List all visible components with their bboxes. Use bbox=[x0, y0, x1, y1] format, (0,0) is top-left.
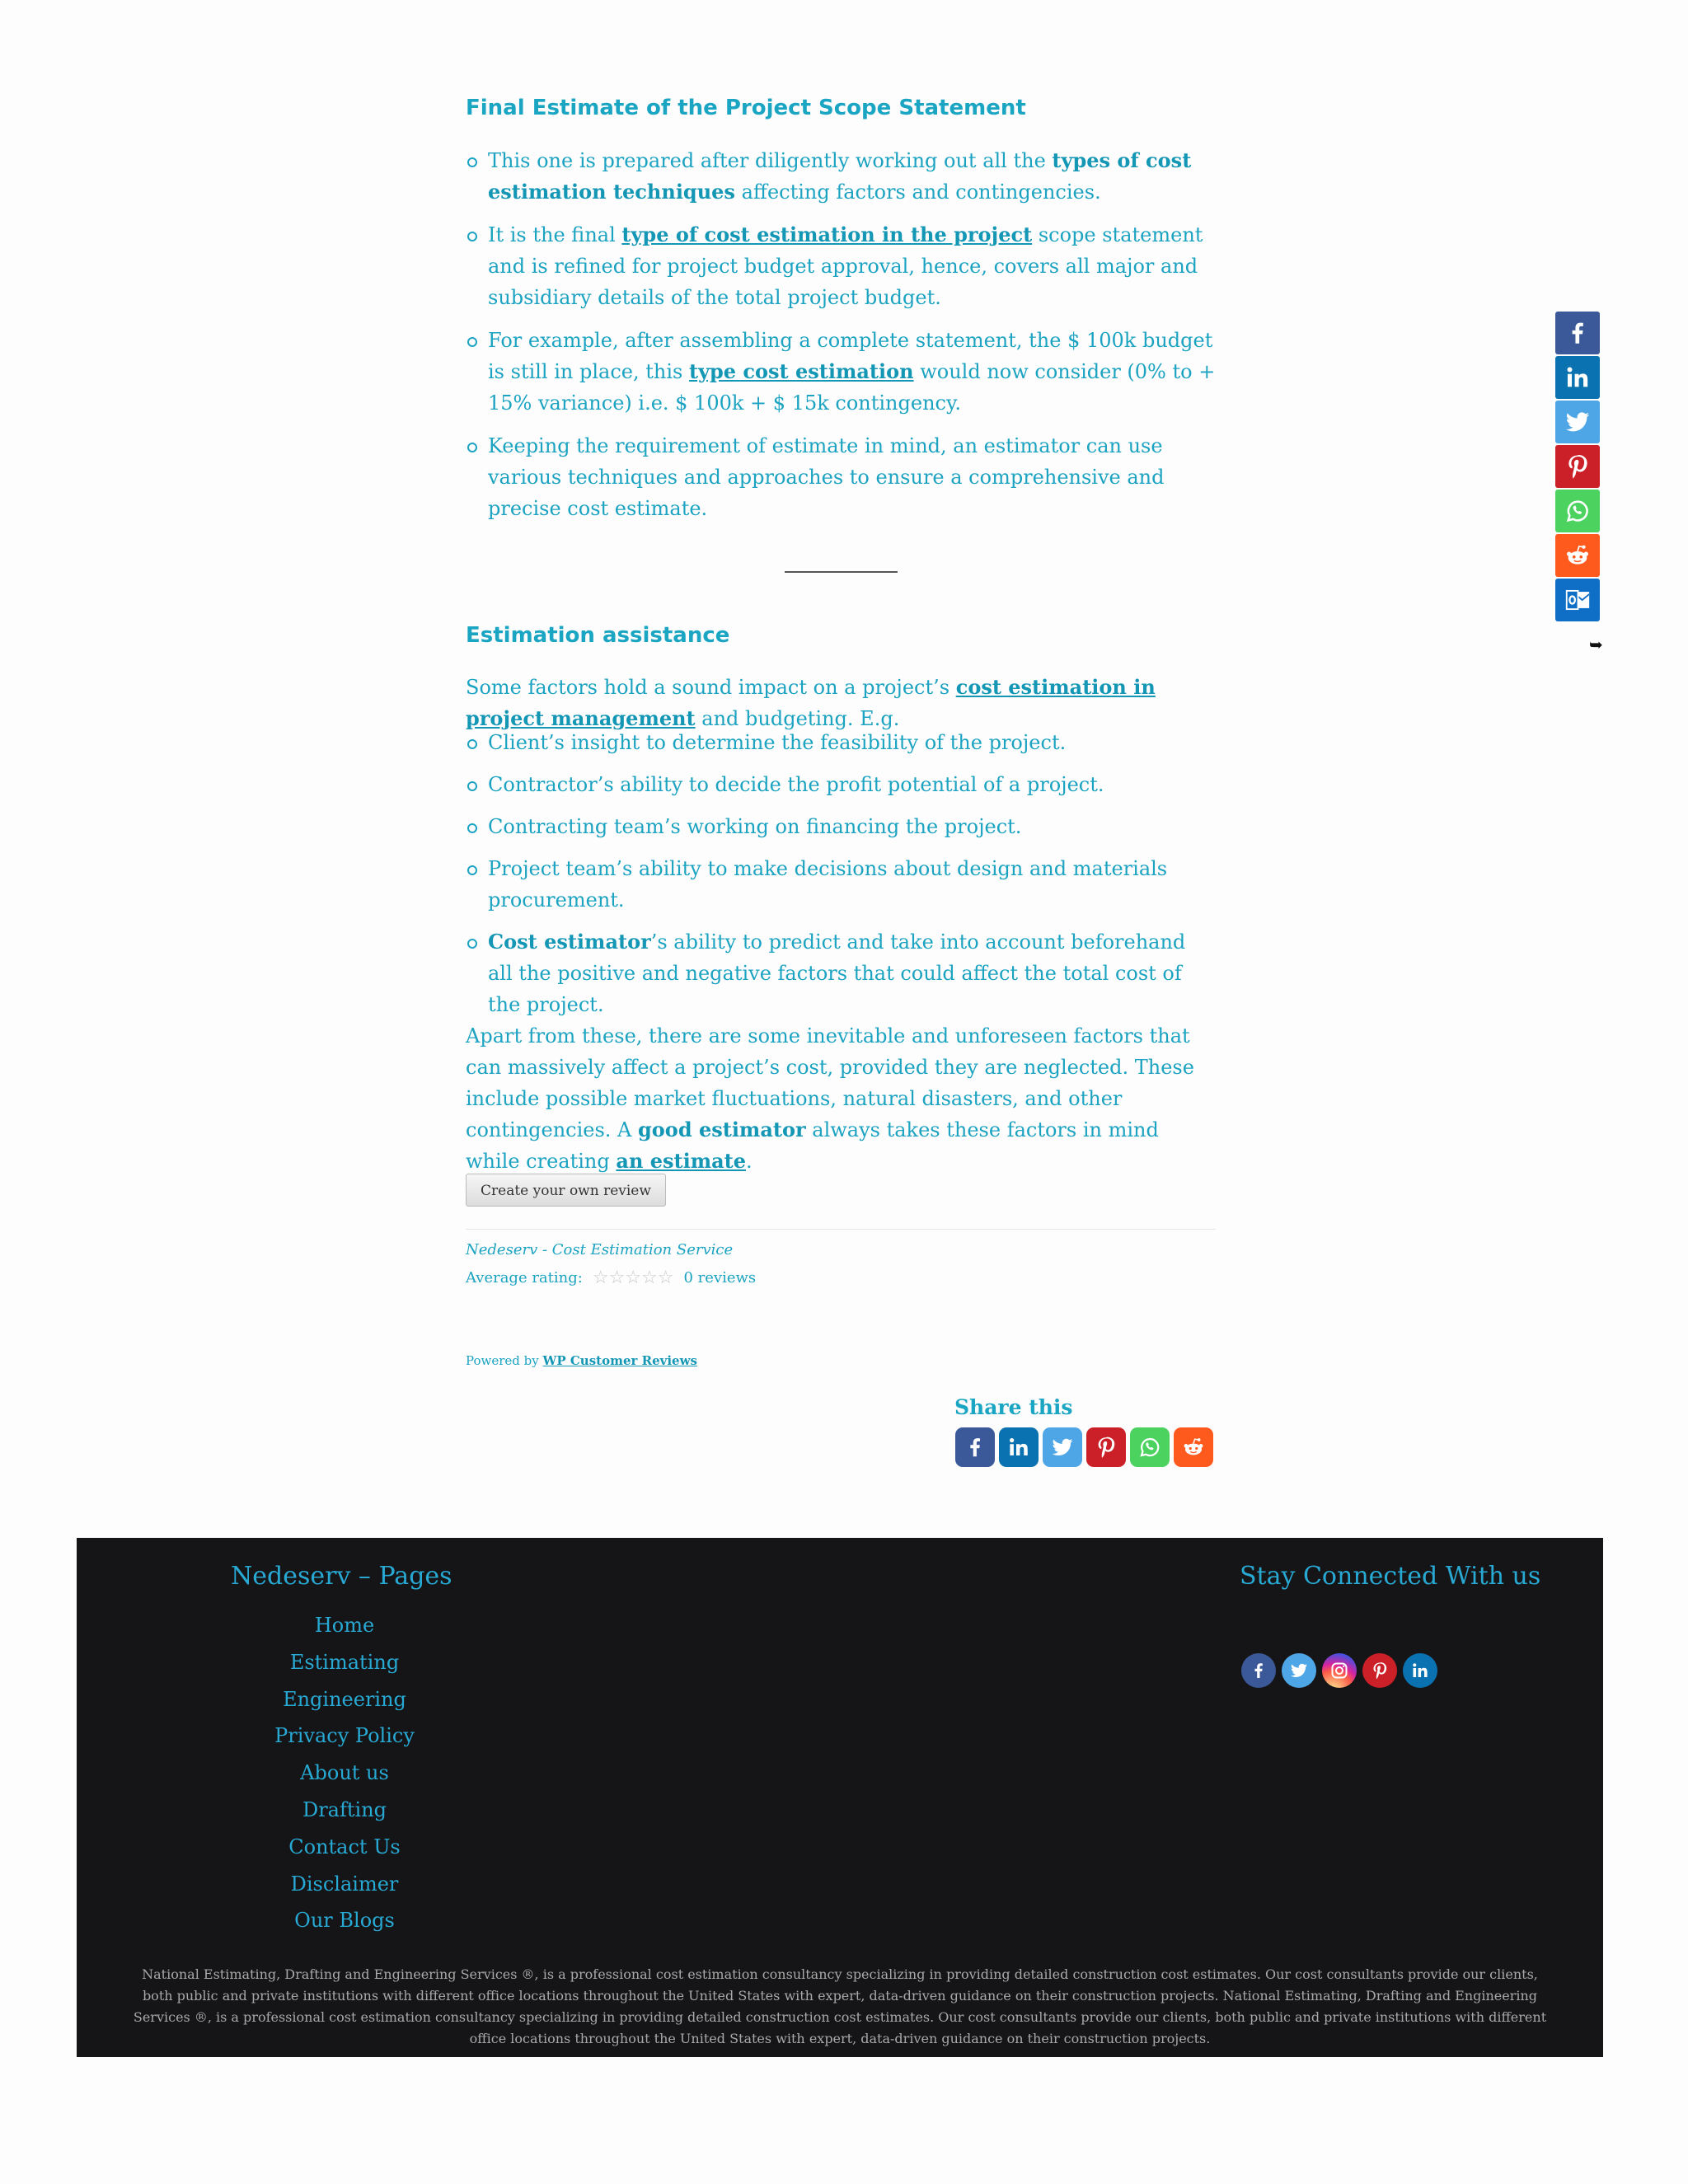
inline-link[interactable]: type cost estimation bbox=[688, 359, 914, 383]
footer-link-privacy-policy[interactable]: Privacy Policy bbox=[274, 1724, 415, 1748]
reddit-icon[interactable] bbox=[1555, 534, 1600, 577]
reddit-icon[interactable] bbox=[1174, 1427, 1213, 1467]
list-item: Contractor’s ability to decide the profit potential of a project. bbox=[466, 769, 1216, 800]
twitter-icon[interactable] bbox=[1282, 1653, 1316, 1688]
instagram-icon[interactable] bbox=[1322, 1653, 1357, 1688]
list-item: It is the final type of cost estimation in the project scope statement and is refined for project budget approval, hence, covers all major and subsidiary details of the total project budget. bbox=[466, 219, 1216, 313]
share-title: Share this bbox=[954, 1395, 1073, 1419]
footer-link-home[interactable]: Home bbox=[314, 1614, 375, 1637]
rating-stars: ☆☆☆☆☆ bbox=[592, 1268, 674, 1288]
footer-link-about-us[interactable]: About us bbox=[300, 1761, 389, 1785]
footer-link-engineering[interactable]: Engineering bbox=[283, 1687, 406, 1711]
footer-link-our-blogs[interactable]: Our Blogs bbox=[294, 1909, 395, 1933]
facebook-icon[interactable] bbox=[955, 1427, 995, 1467]
footer-pages-title: Nedeserv – Pages bbox=[231, 1562, 452, 1591]
review-separator bbox=[466, 1229, 1216, 1230]
rating-label: Average rating: bbox=[466, 1269, 583, 1286]
average-rating bbox=[466, 1268, 756, 1288]
list-item: Project team’s ability to make decisions about design and materials procurement. bbox=[466, 853, 1216, 916]
list-item: Cost estimator’s ability to predict and take into account beforehand all the positive and negative factors that could affect the total cost of the project. bbox=[466, 926, 1216, 1020]
section-heading-estimation-assistance: Estimation assistance bbox=[466, 623, 730, 648]
floating-share-bar bbox=[1555, 312, 1600, 623]
section-heading-final-estimate: Final Estimate of the Project Scope Statement bbox=[466, 96, 1026, 120]
linkedin-icon[interactable] bbox=[1403, 1653, 1437, 1688]
list-item: Keeping the requirement of estimate in mind, an estimator can use various techniques and approaches to ensure a comprehensive and precise cost estimate. bbox=[466, 430, 1216, 524]
list-item: Contracting team’s working on financing the project. bbox=[466, 811, 1216, 842]
bold-term: good estimator bbox=[638, 1118, 806, 1141]
whatsapp-icon[interactable] bbox=[1555, 490, 1600, 532]
estimation-outro: Apart from these, there are some inevitable and unforeseen factors that can massively affect a project’s cost, provided they are neglected. These include possible market fluctuations, natural disasters, and other contingencies. A good estimator always takes these factors in mind while creating an estimate. bbox=[466, 1024, 1194, 1173]
powered-by bbox=[466, 1353, 697, 1368]
pinterest-icon[interactable] bbox=[1086, 1427, 1126, 1467]
final-estimate-list bbox=[466, 145, 1216, 536]
inline-link[interactable]: an estimate bbox=[616, 1149, 747, 1173]
outlook-icon[interactable] bbox=[1555, 579, 1600, 621]
inline-link[interactable]: cost estimation in project management bbox=[466, 675, 1156, 730]
bold-term: types of cost estimation techniques bbox=[488, 148, 1192, 204]
hide-share-bar-icon[interactable]: ➥ bbox=[1589, 635, 1603, 654]
list-item: For example, after assembling a complete statement, the $ 100k budget is still in place, this type cost estimation would now consider (0% to + 15% variance) i.e. $ 100k + $ 15k contingency. bbox=[466, 325, 1216, 419]
list-item: This one is prepared after diligently working out all the types of cost estimation techniques affecting factors and contingencies. bbox=[466, 145, 1216, 208]
footer-description: National Estimating, Drafting and Engineering Services ®, is a professional cost estimation consultancy specializing in providing detailed construction cost estimates. Our cost consultants provide our clients, both public and private institutions with different office locations throughout the United States with expert, data-driven guidance on their construction projects. National Estimating, Drafting and Engineering Services ®, is a professional cost estimation consultancy specializing in providing detailed construction cost estimates. Our cost consultants provide our clients, both public and private institutions with different office locations throughout the United States with expert, data-driven guidance on their construction projects. bbox=[133, 1966, 1547, 2046]
pinterest-icon[interactable] bbox=[1555, 445, 1600, 488]
facebook-icon[interactable] bbox=[1555, 312, 1600, 354]
review-business-name: Nedeserv - Cost Estimation Service bbox=[466, 1241, 734, 1258]
create-review-button[interactable]: Create your own review bbox=[466, 1174, 666, 1207]
wp-customer-reviews-link[interactable]: WP Customer Reviews bbox=[542, 1353, 697, 1368]
estimation-factors bbox=[466, 727, 1216, 1177]
site-footer bbox=[77, 1538, 1603, 2057]
powered-by-label: Powered by bbox=[466, 1353, 539, 1368]
inline-link[interactable]: type of cost estimation in the project bbox=[621, 223, 1033, 246]
footer-link-drafting[interactable]: Drafting bbox=[302, 1797, 387, 1821]
footer-page-links bbox=[241, 1607, 448, 1939]
bold-term: Cost estimator bbox=[488, 930, 651, 954]
footer-link-contact-us[interactable]: Contact Us bbox=[288, 1835, 401, 1858]
factors-list bbox=[466, 727, 1216, 1020]
list-item: Client’s insight to determine the feasibility of the project. bbox=[466, 727, 1216, 758]
footer-social-title: Stay Connected With us bbox=[1240, 1562, 1541, 1591]
estimation-intro: Some factors hold a sound impact on a project’s cost estimation in project management and budgeting. E.g. bbox=[466, 675, 1156, 730]
footer-link-disclaimer[interactable]: Disclaimer bbox=[290, 1872, 399, 1896]
twitter-icon[interactable] bbox=[1043, 1427, 1082, 1467]
whatsapp-icon[interactable] bbox=[1130, 1427, 1170, 1467]
linkedin-icon[interactable] bbox=[999, 1427, 1039, 1467]
facebook-icon[interactable] bbox=[1241, 1653, 1276, 1688]
section-divider bbox=[785, 571, 898, 573]
linkedin-icon[interactable] bbox=[1555, 356, 1600, 399]
footer-link-estimating[interactable]: Estimating bbox=[289, 1650, 400, 1674]
share-buttons bbox=[955, 1427, 1213, 1467]
review-count: 0 reviews bbox=[683, 1269, 757, 1286]
footer-social-icons bbox=[1241, 1653, 1437, 1688]
pinterest-icon[interactable] bbox=[1362, 1653, 1397, 1688]
twitter-icon[interactable] bbox=[1555, 401, 1600, 443]
